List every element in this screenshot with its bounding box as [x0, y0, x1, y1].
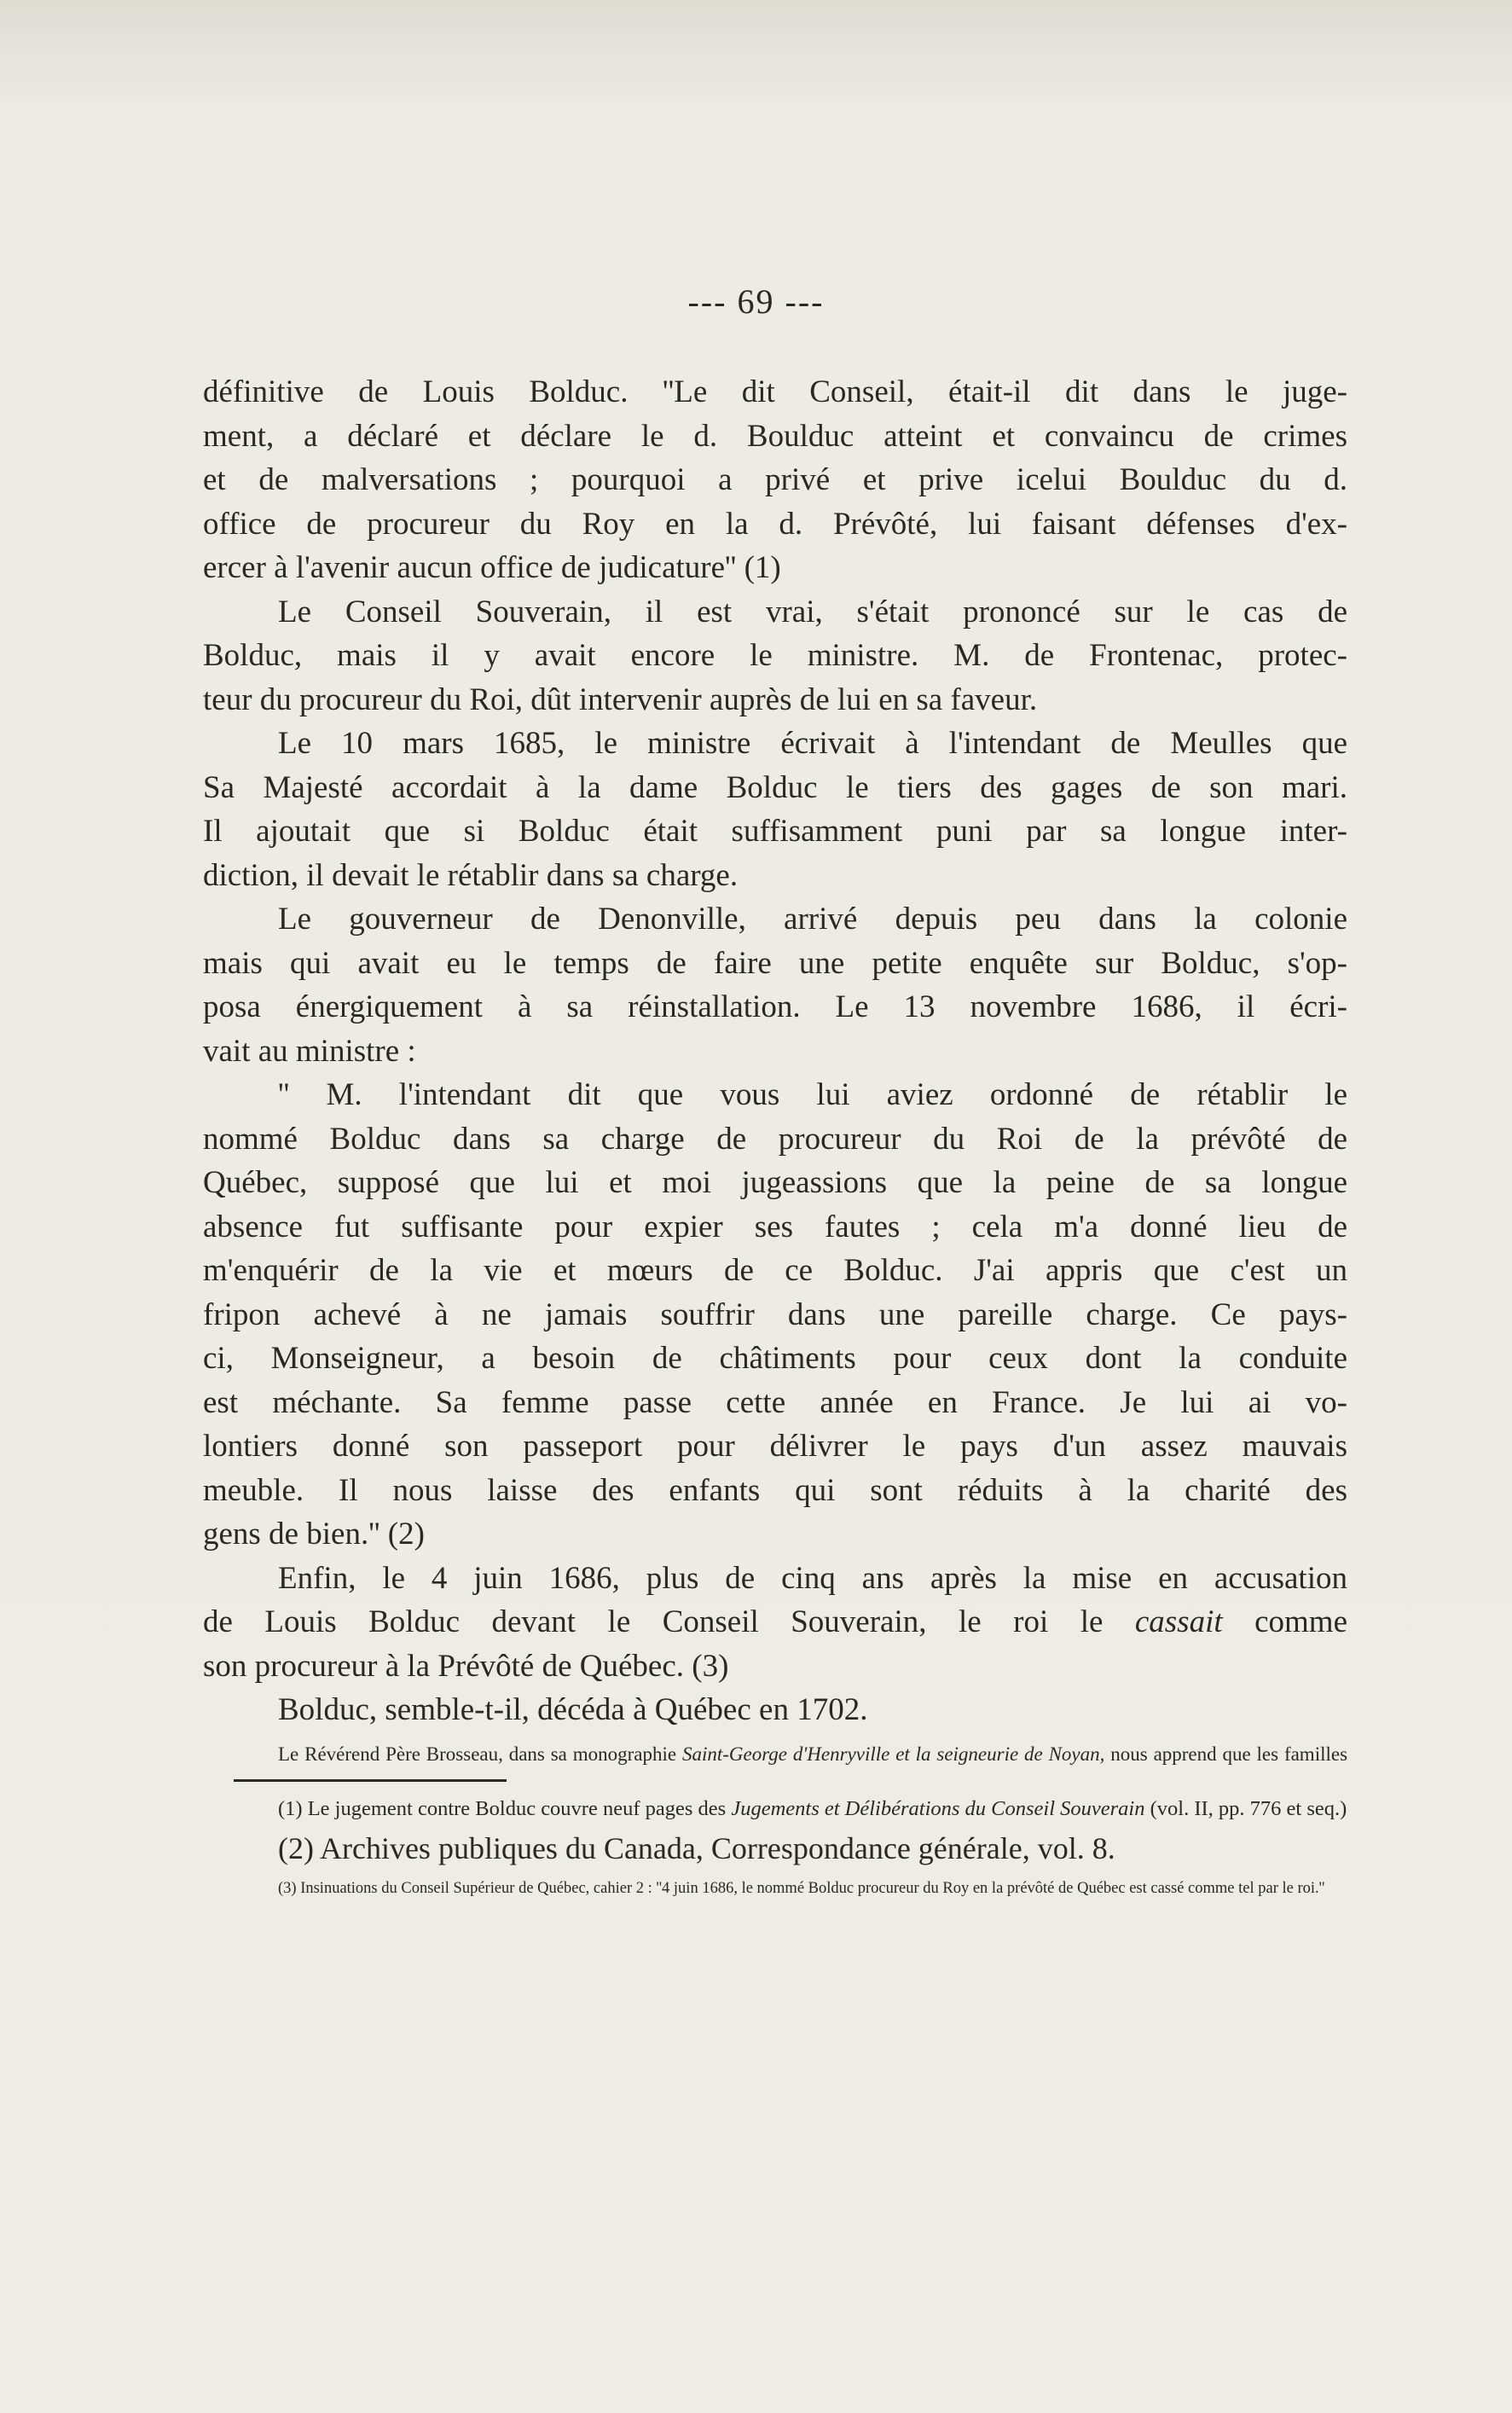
text-line: Enfin, le 4 juin 1686, plus de cinq ans après la mise en accusation	[278, 1560, 1347, 1596]
quote-line: nommé Bolduc dans sa charge de procureur du Roi de la prévôté de	[203, 1121, 1347, 1157]
text-line: Bolduc, mais il y avait encore le ministre. M. de Frontenac, protec-	[203, 638, 1347, 673]
footnote-rule	[234, 1779, 507, 1782]
quote-line: lontiers donné son passeport pour délivrer le pays d'un assez mauvais	[203, 1429, 1347, 1464]
text-line: Le 10 mars 1685, le ministre écrivait à l'intendant de Meulles que	[278, 726, 1347, 761]
text-line: diction, il devait le rétablir dans sa charge.	[203, 857, 739, 893]
book-title: Saint-George d'Henryville et la seigneurie de Noyan,	[681, 1743, 1105, 1765]
quote-line: Québec, supposé que lui et moi jugeassions que la peine de sa longue	[203, 1165, 1347, 1200]
footnote-2: (2) Archives publiques du Canada, Correspondance générale, vol. 8.	[278, 1831, 1115, 1865]
footnote-text: (vol. II, pp. 776 et seq.)	[1150, 1797, 1347, 1820]
quote-line: est méchante. Sa femme passe cette année en France. Je lui ai vo-	[203, 1384, 1347, 1420]
quote-line: m'enquérir de la vie et mœurs de ce Bolduc. J'ai appris que c'est un	[203, 1253, 1347, 1288]
quote-line: fripon achevé à ne jamais souffrir dans une pareille charge. Ce pays-	[203, 1296, 1347, 1332]
quote-line: '' M. l'intendant dit que vous lui aviez ordonné de rétablir le	[278, 1077, 1347, 1112]
quote-line: meuble. Il nous laisse des enfants qui sont réduits à la charité des	[203, 1472, 1347, 1508]
text-fragment: de Louis Bolduc devant le Conseil Souverain, le roi le	[203, 1604, 1104, 1639]
text-fragment: comme	[1254, 1604, 1348, 1639]
text-fragment: nous apprend que les familles	[1110, 1743, 1348, 1765]
text-line: ment, a déclaré et déclare le d. Boulduc atteint et convaincu de crimes	[203, 418, 1347, 454]
text-line	[203, 1600, 1347, 1644]
text-line: son procureur à la Prévôté de Québec. (3)	[203, 1648, 729, 1684]
text-line: définitive de Louis Bolduc. ''Le dit Conseil, était-il dit dans le juge-	[203, 374, 1347, 409]
footnote-text: (1) Le jugement contre Bolduc couvre neuf pages des	[278, 1797, 727, 1820]
text-line: Le Conseil Souverain, il est vrai, s'était prononcé sur le cas de	[278, 594, 1347, 629]
text-line: Sa Majesté accordait à la dame Bolduc le tiers des gages de son mari.	[203, 769, 1347, 805]
text-line: posa énergiquement à sa réinstallation. Le 13 novembre 1686, il écri-	[203, 989, 1347, 1024]
text-line: et de malversations ; pourquoi a privé et prive icelui Boulduc du d.	[203, 462, 1347, 497]
text-fragment: Le Révérend Père Brosseau, dans sa monographie	[278, 1743, 677, 1765]
footnote-3: (3) Insinuations du Conseil Supérieur de Québec, cahier 2 : ''4 juin 1686, le nommé Bolduc procureur du Roy en la prévôté de Québec est cassé comme tel par le roi.''	[278, 1880, 1325, 1897]
body-text	[203, 370, 1347, 1909]
text-line: teur du procureur du Roi, dût intervenir auprès de lui en sa faveur.	[203, 682, 1038, 717]
footnote-1	[203, 1789, 1347, 1829]
quote-line: ci, Monseigneur, a besoin de châtiments pour ceux dont la conduite	[203, 1341, 1347, 1376]
quote-line: absence fut suffisante pour expier ses fautes ; cela m'a donné lieu de	[203, 1209, 1347, 1244]
footnote-title: Jugements et Délibérations du Conseil Souverain	[731, 1797, 1145, 1820]
emphasis: cassait	[1134, 1604, 1223, 1639]
text-line: vait au ministre :	[203, 1033, 416, 1069]
paper-shadow-band	[0, 0, 1512, 102]
text-line: mais qui avait eu le temps de faire une petite enquête sur Bolduc, s'op-	[203, 945, 1347, 981]
text-line: ercer à l'avenir aucun office de judicature'' (1)	[203, 550, 781, 585]
text-line: office de procureur du Roy en la d. Prévôté, lui faisant défenses d'ex-	[203, 506, 1347, 542]
text-line: Le gouverneur de Denonville, arrivé depuis peu dans la colonie	[278, 902, 1347, 937]
text-line	[203, 1732, 1347, 1777]
text-line: Bolduc, semble-t-il, décéda à Québec en 1702.	[278, 1692, 868, 1727]
page-number: --- 69 ---	[687, 282, 825, 321]
text-line: Il ajoutait que si Bolduc était suffisamment puni par sa longue inter-	[203, 814, 1347, 849]
footnotes	[203, 1789, 1347, 1909]
quote-line: gens de bien.'' (2)	[203, 1517, 425, 1552]
